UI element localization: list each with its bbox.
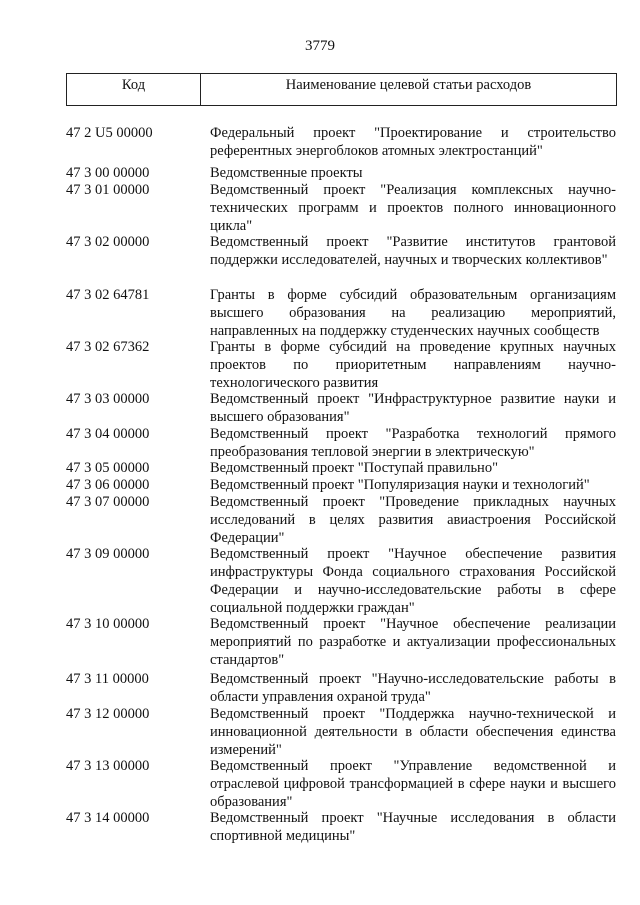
row-code: 47 3 02 00000 [66, 234, 150, 250]
row-name: Ведомственный проект "Инфраструктурное развитие науки и высшего образования" [210, 391, 616, 425]
row-code: 47 3 06 00000 [66, 477, 150, 493]
row-code: 47 3 07 00000 [66, 494, 150, 510]
row-code: 47 3 01 00000 [66, 182, 150, 198]
row-name: Федеральный проект "Проектирование и строительство референтных энергоблоков атомных электростанций" [210, 125, 616, 159]
row-name: Ведомственный проект "Популяризация науки и технологий" [210, 477, 590, 493]
row-name: Ведомственный проект "Поддержка научно-технической и инновационной деятельности в области обеспечения единства измерений" [210, 706, 616, 758]
row-name: Ведомственный проект "Научное обеспечение реализации мероприятий по разработке и актуализации профессиональных стандартов" [210, 616, 616, 668]
row-code: 47 3 02 67362 [66, 339, 150, 355]
row-code: 47 3 14 00000 [66, 810, 150, 826]
header-code: Код [67, 74, 201, 105]
row-code: 47 3 11 00000 [66, 671, 149, 687]
row-code: 47 3 13 00000 [66, 758, 150, 774]
row-name: Гранты в форме субсидий образовательным организациям высшего образования на реализацию мероприятий, направленных на поддержку студенческих научных сообществ [210, 287, 616, 339]
row-name: Ведомственный проект "Научные исследования в области спортивной медицины" [210, 810, 616, 844]
row-name: Ведомственный проект "Разработка технологий прямого преобразования тепловой энергии в электрическую" [210, 426, 616, 460]
row-name: Гранты в форме субсидий на проведение крупных научных проектов по приоритетным направлениям научно-технологического развития [210, 339, 616, 391]
row-code: 47 3 00 00000 [66, 165, 150, 181]
page-number: 3779 [305, 38, 335, 54]
row-code: 47 3 02 64781 [66, 287, 150, 303]
row-code: 47 3 04 00000 [66, 426, 150, 442]
row-code: 47 3 03 00000 [66, 391, 150, 407]
row-name: Ведомственный проект "Проведение прикладных научных исследований в целях развития авиастроения Российской Федерации" [210, 494, 616, 546]
row-code: 47 3 05 00000 [66, 460, 150, 476]
header-name: Наименование целевой статьи расходов [285, 77, 532, 93]
row-name: Ведомственный проект "Развитие институтов грантовой поддержки исследователей, научных и творческих коллективов" [210, 234, 616, 268]
row-name: Ведомственный проект "Научно-исследовательские работы в области управления охраной труда" [210, 671, 616, 705]
row-name: Ведомственные проекты [210, 165, 363, 181]
row-code: 47 3 09 00000 [66, 546, 150, 562]
row-code: 47 3 10 00000 [66, 616, 150, 632]
row-name: Ведомственный проект "Управление ведомственной и отраслевой цифровой трансформацией в сфере науки и высшего образования" [210, 758, 616, 810]
row-name: Ведомственный проект "Поступай правильно" [210, 460, 498, 476]
row-code: 47 2 U5 00000 [66, 125, 153, 141]
row-name: Ведомственный проект "Реализация комплексных научно-технических программ и проектов полного инновационного цикла" [210, 182, 616, 234]
row-code: 47 3 12 00000 [66, 706, 150, 722]
row-name: Ведомственный проект "Научное обеспечение развития инфраструктуры Фонда социального страхования Российской Федерации и научно-исследовательские работы в сфере социальной поддержки граждан" [210, 546, 616, 616]
